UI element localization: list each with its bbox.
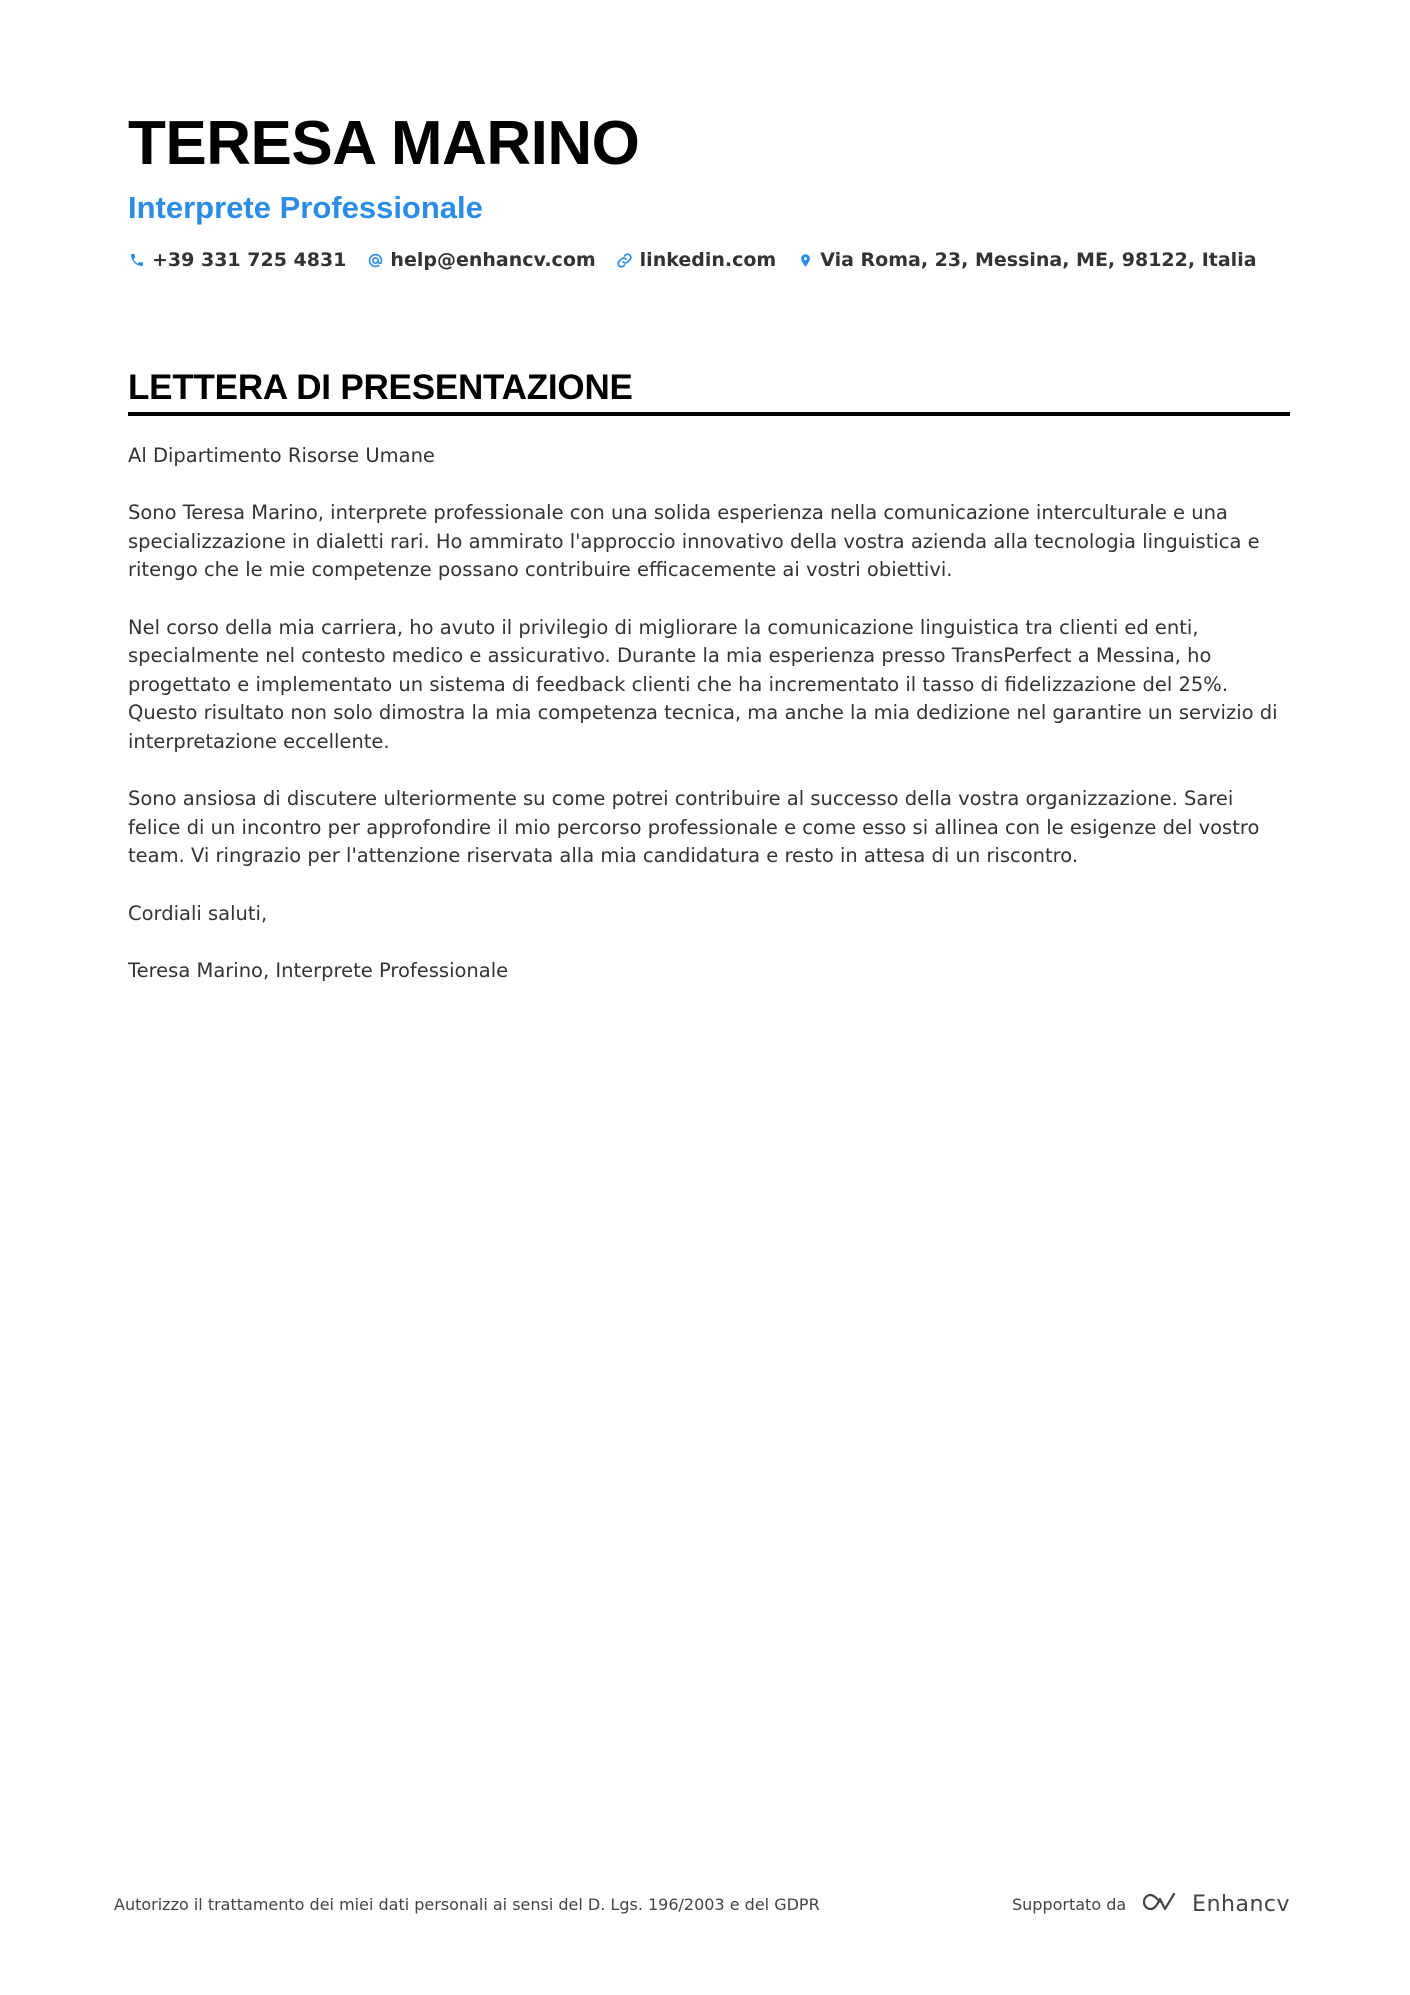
- candidate-name: TERESA MARINO: [128, 109, 640, 178]
- powered-by[interactable]: [1012, 1890, 1290, 1919]
- candidate-role: Interprete Professionale: [128, 190, 483, 225]
- section-title: LETTERA DI PRESENTAZIONE: [128, 368, 633, 407]
- footer: [114, 1890, 1290, 1919]
- brand-name: Enhancv: [1192, 1892, 1290, 1917]
- letter-closing: Cordiali saluti,: [128, 901, 268, 925]
- letter-paragraph: Nel corso della mia carriera, ho avuto il privilegio di migliorare la comunicazione linguistica tra clienti ed enti, specialmente nel contesto medico e assicurativo. Durante la mia esperienza presso TransPerfect a Messina, ho progettato e implementato un sistema di feedback clienti che ha incrementato il tasso di fidelizzazione del 25%. Questo risultato non solo dimostra la mia competenza tecnica, ma anche la mia dedizione nel garantire un servizio di interpretazione eccellente.: [128, 615, 1278, 753]
- location-pin-icon: [796, 251, 814, 269]
- powered-by-label: Supportato da: [1012, 1895, 1127, 1914]
- letter-paragraph: Sono ansiosa di discutere ulteriormente su come potrei contribuire al successo della vostra organizzazione. Sarei felice di un incontro per approfondire il mio percorso professionale e come esso si allinea con le esigenze del vostro team. Vi ringrazio per l'attenzione riservata alla mia candidatura e resto in attesa di un riscontro.: [128, 787, 1260, 868]
- postal-address: Via Roma, 23, Messina, ME, 98122, Italia: [820, 249, 1257, 271]
- contact-phone: [128, 249, 346, 271]
- privacy-consent: Autorizzo il trattamento dei miei dati personali ai sensi del D. Lgs. 196/2003 e del GDPR: [114, 1895, 820, 1914]
- phone-number: +39 331 725 4831: [152, 249, 347, 271]
- link-icon: [616, 251, 634, 269]
- letter-greeting: Al Dipartimento Risorse Umane: [128, 444, 435, 467]
- contact-website[interactable]: [616, 249, 777, 271]
- contact-email[interactable]: [366, 249, 595, 271]
- contact-bar: [128, 246, 1288, 274]
- email-address: help@enhancv.com: [390, 249, 596, 271]
- website-link: linkedin.com: [639, 249, 777, 271]
- enhancv-logo-icon: [1138, 1890, 1184, 1919]
- letter-signature: Teresa Marino, Interprete Professionale: [128, 958, 509, 982]
- header: [128, 108, 1288, 274]
- phone-icon: [128, 251, 146, 269]
- section-divider: [128, 412, 1290, 416]
- letter-paragraph: Sono Teresa Marino, interprete professionale con una solida esperienza nella comunicazione interculturale e una specializzazione in dialetti rari. Ho ammirato l'approccio innovativo della vostra azienda alla tecnologia linguistica e ritengo che le mie competenze possano contribuire efficacemente ai vostri obiettivi.: [128, 501, 1260, 582]
- at-icon: [366, 251, 384, 269]
- contact-address: [796, 249, 1256, 271]
- letter-body: [128, 442, 1290, 985]
- cover-letter-section: [128, 366, 1290, 1014]
